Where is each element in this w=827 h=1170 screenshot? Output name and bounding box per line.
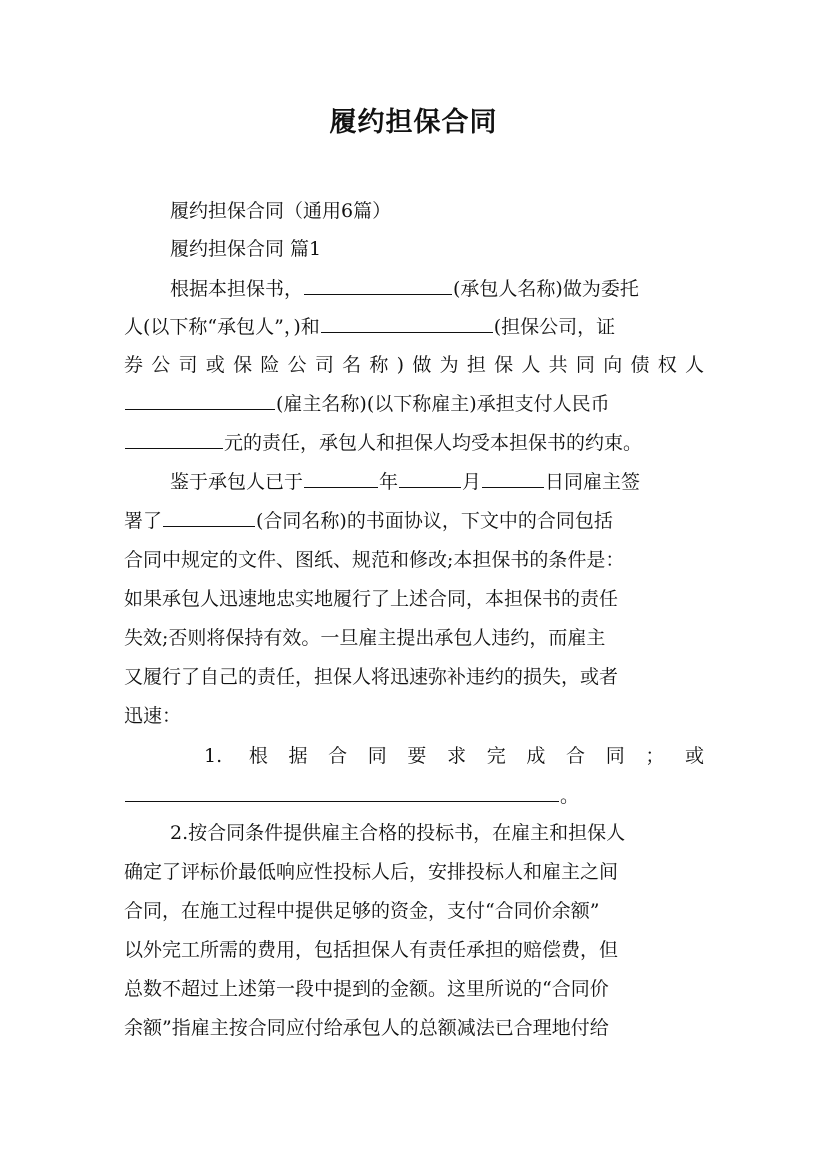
text-span: 年 xyxy=(379,471,399,493)
paragraph-line xyxy=(124,274,704,304)
text-span: (担保公司，证 xyxy=(493,316,616,338)
text-span: 券公司或保险公司名称)做为担保人共同向债权人 xyxy=(124,354,704,376)
fill-blank xyxy=(163,508,255,527)
paragraph-line xyxy=(124,312,704,342)
text-span: 元的责任，承包人和担保人均受本担保书的约束。 xyxy=(224,432,643,454)
paragraph-line xyxy=(124,584,704,614)
text-span: 履约担保合同 篇1 xyxy=(170,238,322,260)
text-span: 人(以下称“承包人”，)和 xyxy=(124,316,320,338)
text-span: 。 xyxy=(560,785,580,807)
text-span: 履约担保合同（通用6篇） xyxy=(170,200,392,222)
fill-blank xyxy=(482,469,544,488)
paragraph-line xyxy=(124,935,704,965)
paragraph-line xyxy=(124,389,704,419)
text-span: (承包人名称)做为委托 xyxy=(453,278,639,300)
list-item-2 xyxy=(124,818,704,848)
text-span: 月 xyxy=(462,471,482,493)
paragraph-line xyxy=(124,467,704,497)
fill-blank xyxy=(321,314,493,333)
paragraph-line xyxy=(124,350,704,380)
fill-blank xyxy=(125,391,275,410)
paragraph-line xyxy=(124,857,704,887)
fill-blank xyxy=(125,430,223,449)
text-span: 鉴于承包人已于 xyxy=(170,471,304,493)
subtitle-line xyxy=(124,196,704,226)
text-span: (合同名称)的书面协议，下文中的合同包括 xyxy=(256,510,613,532)
document-title: 履约担保合同 xyxy=(329,107,498,138)
paragraph-line xyxy=(124,896,704,926)
fill-blank xyxy=(399,469,461,488)
text-span: 合同，在施工过程中提供足够的资金，支付“合同价余额” xyxy=(124,900,600,922)
text-span: 1. 根据合同要求完成合同；或 xyxy=(204,745,704,767)
text-span: 日同雇主签 xyxy=(545,471,641,493)
text-span: 失效;否则将保持有效。一旦雇主提出承包人违约，而雇主 xyxy=(124,627,606,649)
text-span: 合同中规定的文件、图纸、规范和修改;本担保书的条件是： xyxy=(124,549,625,571)
text-span: 总数不超过上述第一段中提到的金额。这里所说的“合同价 xyxy=(124,978,609,1000)
text-span: 2.按合同条件提供雇主合格的投标书，在雇主和担保人 xyxy=(170,822,626,844)
text-span: 迅速： xyxy=(124,705,182,727)
paragraph-line xyxy=(124,662,704,692)
fill-blank xyxy=(304,276,452,295)
text-span: 又履行了自己的责任，担保人将迅速弥补违约的损失，或者 xyxy=(124,666,619,688)
text-span: 确定了评标价最低响应性投标人后，安排投标人和雇主之间 xyxy=(124,861,619,883)
fill-blank xyxy=(304,469,378,488)
text-span: (雇主名称)(以下称雇主)承担支付人民币 xyxy=(276,393,610,415)
section-heading xyxy=(124,234,704,264)
list-item-1 xyxy=(204,741,704,771)
text-span: 根据本担保书， xyxy=(170,278,304,300)
text-span: 如果承包人迅速地忠实地履行了上述合同，本担保书的责任 xyxy=(124,588,619,610)
paragraph-line xyxy=(124,701,704,731)
text-span: 余额”指雇主按合同应付给承包人的总额减法已合理地付给 xyxy=(124,1017,609,1039)
paragraph-line xyxy=(124,1013,704,1043)
text-span: 以外完工所需的费用，包括担保人有责任承担的赔偿费，但 xyxy=(124,939,619,961)
paragraph-line xyxy=(124,545,704,575)
text-span: 署了 xyxy=(124,510,163,532)
fill-blank xyxy=(125,783,559,802)
paragraph-line xyxy=(124,974,704,1004)
paragraph-line xyxy=(124,623,704,653)
paragraph-line xyxy=(124,428,704,458)
list-item-1-continuation xyxy=(124,781,704,811)
paragraph-line xyxy=(124,506,704,536)
